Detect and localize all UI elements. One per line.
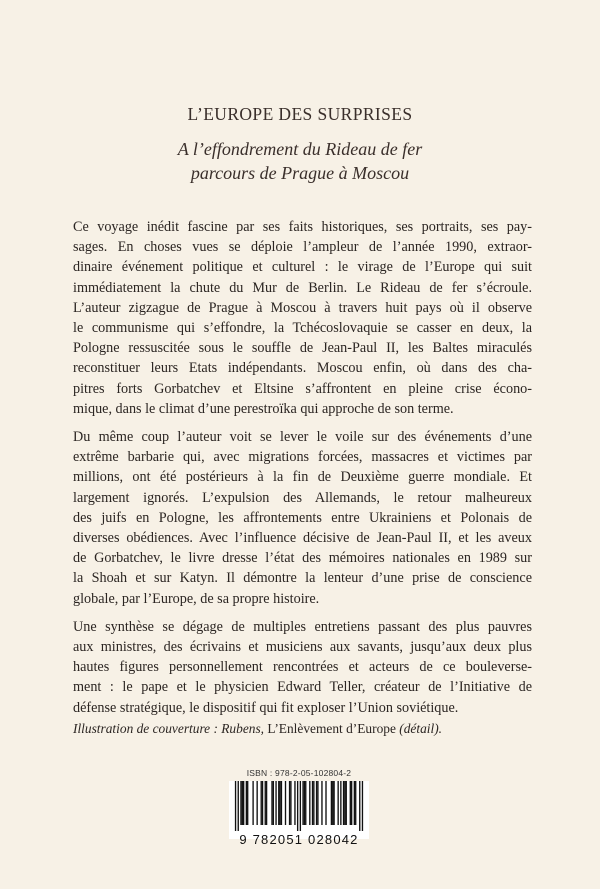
barcode-bar <box>316 781 317 825</box>
barcode-bar <box>325 781 326 825</box>
credit-work-title: L’Enlèvement d’Europe <box>264 721 400 736</box>
isbn-label: ISBN : 978-2-05-102804-2 <box>246 768 352 778</box>
barcode-bar <box>240 781 241 825</box>
barcode-bar <box>242 781 243 825</box>
text-line: mique, dans le climat d’une perestroïka qui approche de son terme. <box>73 400 454 417</box>
barcode-bar <box>243 781 244 825</box>
subtitle-line: A l’effondrement du Rideau de fer <box>177 139 423 159</box>
text-line: sages. En choses vues se déploie l’ampleur de l’année 1990, extraor- <box>73 239 532 256</box>
barcode-bar <box>312 781 313 825</box>
barcode-bar <box>340 781 341 825</box>
text-line: des juifs en Pologne, les affrontements entre Ukrainiens et Polonais de <box>73 509 532 526</box>
barcode-bars <box>229 781 369 831</box>
barcode-bar <box>275 781 276 825</box>
barcode <box>229 781 369 839</box>
barcode-bar <box>317 781 318 825</box>
barcode-bar <box>238 781 239 831</box>
barcode-bar <box>300 781 301 831</box>
barcode-bar <box>252 781 253 825</box>
cover-illustration-credit <box>73 720 532 738</box>
text-line: globale, par l’Europe, de sa propre histoire. <box>73 590 320 607</box>
paragraph <box>73 217 532 419</box>
barcode-bar <box>362 781 363 831</box>
text-line: Du même coup l’auteur voit se lever le voile sur des événements d’une <box>73 429 532 446</box>
barcode-bar <box>279 781 280 825</box>
text-line: la Shoah et sur Katyn. Il démontre la lenteur d’une prise de conscience <box>73 570 532 587</box>
blurb-text <box>73 217 532 726</box>
barcode-bar <box>337 781 338 825</box>
barcode-bar <box>281 781 282 825</box>
barcode-bar <box>302 781 303 825</box>
barcode-bar <box>354 781 355 825</box>
barcode-bar <box>266 781 267 825</box>
barcode-bar <box>344 781 345 825</box>
text-line: millions, ont été postérieurs à la fin de Deuxième guerre mondiale. Et <box>73 469 532 486</box>
barcode-bar <box>256 781 257 825</box>
barcode-bar <box>285 781 286 825</box>
barcode-bar <box>351 781 352 825</box>
barcode-bar <box>321 781 322 825</box>
barcode-bar <box>304 781 305 825</box>
barcode-bar <box>359 781 360 831</box>
text-line: aux ministres, des écrivains et musiciens aux savants, jusqu’aux deux plus <box>73 639 532 656</box>
text-line: défense stratégique, le dispositif qui fit exploser l’Union soviétique. <box>73 699 459 716</box>
barcode-bar <box>290 781 291 825</box>
isbn-barcode-block <box>225 768 373 858</box>
text-line: Une synthèse se dégage de multiples entretiens passant des plus pauvres <box>73 618 532 635</box>
barcode-bar <box>273 781 274 825</box>
text-line: Pologne ressuscitée sous le souffle de Jean-Paul II, les Baltes miraculés <box>73 340 532 357</box>
barcode-bar <box>297 781 298 831</box>
barcode-bar <box>271 781 272 825</box>
barcode-bar <box>309 781 310 825</box>
barcode-bar <box>331 781 332 825</box>
barcode-bar <box>355 781 356 825</box>
text-line: pitres forts Gorbatchev et Eltsine s’affrontent en pleine crise écono- <box>73 380 532 397</box>
barcode-bar <box>261 781 262 825</box>
barcode-bar <box>289 781 290 825</box>
barcode-bar <box>262 781 263 825</box>
paragraph <box>73 617 532 718</box>
text-line: Ce voyage inédit fascine par ses faits historiques, ses portraits, ses pay- <box>73 219 532 235</box>
book-title: L’EUROPE DES SURPRISES <box>187 104 413 124</box>
paragraph <box>73 427 532 609</box>
barcode-bar <box>332 781 333 825</box>
text-line: extrême barbarie qui, avec migrations forcées, massacres et victimes par <box>73 449 532 466</box>
text-line: L’auteur zigzague de Prague à Moscou à travers huit pays où il observe <box>73 299 532 316</box>
text-line: diverses obédiences. Avec l’influence décisive de Jean-Paul II, et les aveux <box>73 530 532 547</box>
text-line: dinaire événement politique et culturel : le virage de l’Europe qui suit <box>73 259 532 276</box>
text-line: largement ignorés. L’expulsion des Allemands, le retour malheureux <box>73 489 532 506</box>
barcode-bar <box>343 781 344 825</box>
text-line: de Gorbatchev, le livre dresse l’état des mémoires nationales en 1989 sur <box>73 550 532 567</box>
barcode-bar <box>313 781 314 825</box>
text-line: ment : le pape et le physicien Edward Teller, créateur de l’Initiative de <box>73 679 532 696</box>
subtitle-line: parcours de Prague à Moscou <box>190 163 410 183</box>
text-line: immédiatement la chute du Mur de Berlin. Le Rideau de fer s’écroule. <box>73 279 532 296</box>
barcode-bar <box>294 781 295 825</box>
credit-suffix: (détail). <box>399 721 443 736</box>
barcode-digits: 9 782051 028042 <box>239 832 359 847</box>
barcode-bar <box>246 781 247 825</box>
text-line: reconstituer leurs Etats indépendants. Moscou enfin, où dans des cha- <box>73 360 532 377</box>
text-line: le communisme qui s’effondre, la Tchécoslovaquie se casser en deux, la <box>73 320 532 337</box>
barcode-bar <box>265 781 266 825</box>
barcode-bar <box>350 781 351 825</box>
barcode-bar <box>346 781 347 825</box>
barcode-bar <box>305 781 306 825</box>
credit-prefix: Illustration de couverture : Rubens, <box>73 721 265 736</box>
book-subtitle <box>0 137 600 185</box>
barcode-bar <box>278 781 279 825</box>
barcode-bar <box>333 781 334 825</box>
text-line: hautes figures personnellement rencontrées et acteurs de ce bouleverse- <box>73 659 532 676</box>
barcode-bar <box>235 781 236 831</box>
barcode-bar <box>247 781 248 825</box>
